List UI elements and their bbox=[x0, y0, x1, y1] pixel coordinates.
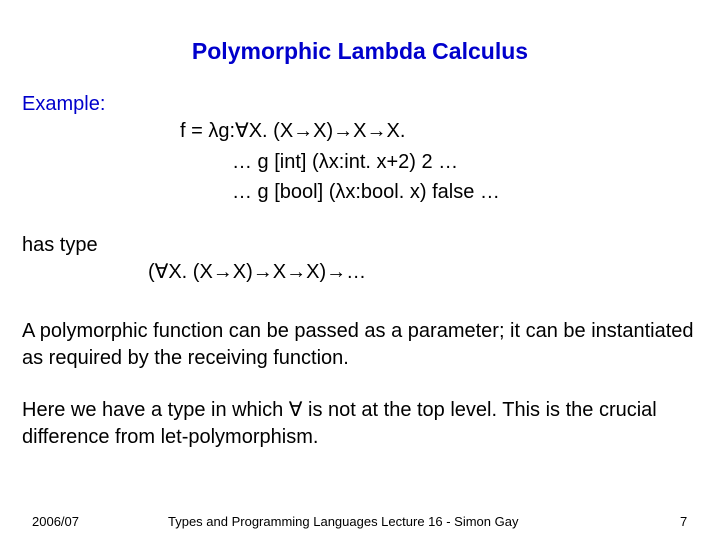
footer-course: Types and Programming Languages Lecture 16 - Simon Gay bbox=[168, 514, 519, 529]
has-type-label: has type bbox=[22, 234, 98, 256]
definition-line-3: … g [bool] (λx:bool. x) false … bbox=[232, 181, 500, 203]
footer-page-number: 7 bbox=[680, 514, 688, 529]
type-expression: (∀X. (X→X)→X→X)→… bbox=[148, 261, 367, 283]
paragraph-let-polymorphism: Here we have a type in which ∀ is not at the top level. This is the crucial difference from let-polymorphism. bbox=[22, 399, 657, 448]
paragraph-polymorphic-parameter: A polymorphic function can be passed as a parameter; it can be instantiated as required by the receiving function. bbox=[22, 320, 694, 369]
footer-date: 2006/07 bbox=[32, 514, 79, 529]
slide-title: Polymorphic Lambda Calculus bbox=[191, 38, 529, 64]
example-label: Example: bbox=[22, 93, 106, 115]
definition-line-2: … g [int] (λx:int. x+2) 2 … bbox=[232, 151, 459, 173]
definition-line-1: f = λg:∀X. (X→X)→X→X. bbox=[180, 120, 406, 142]
